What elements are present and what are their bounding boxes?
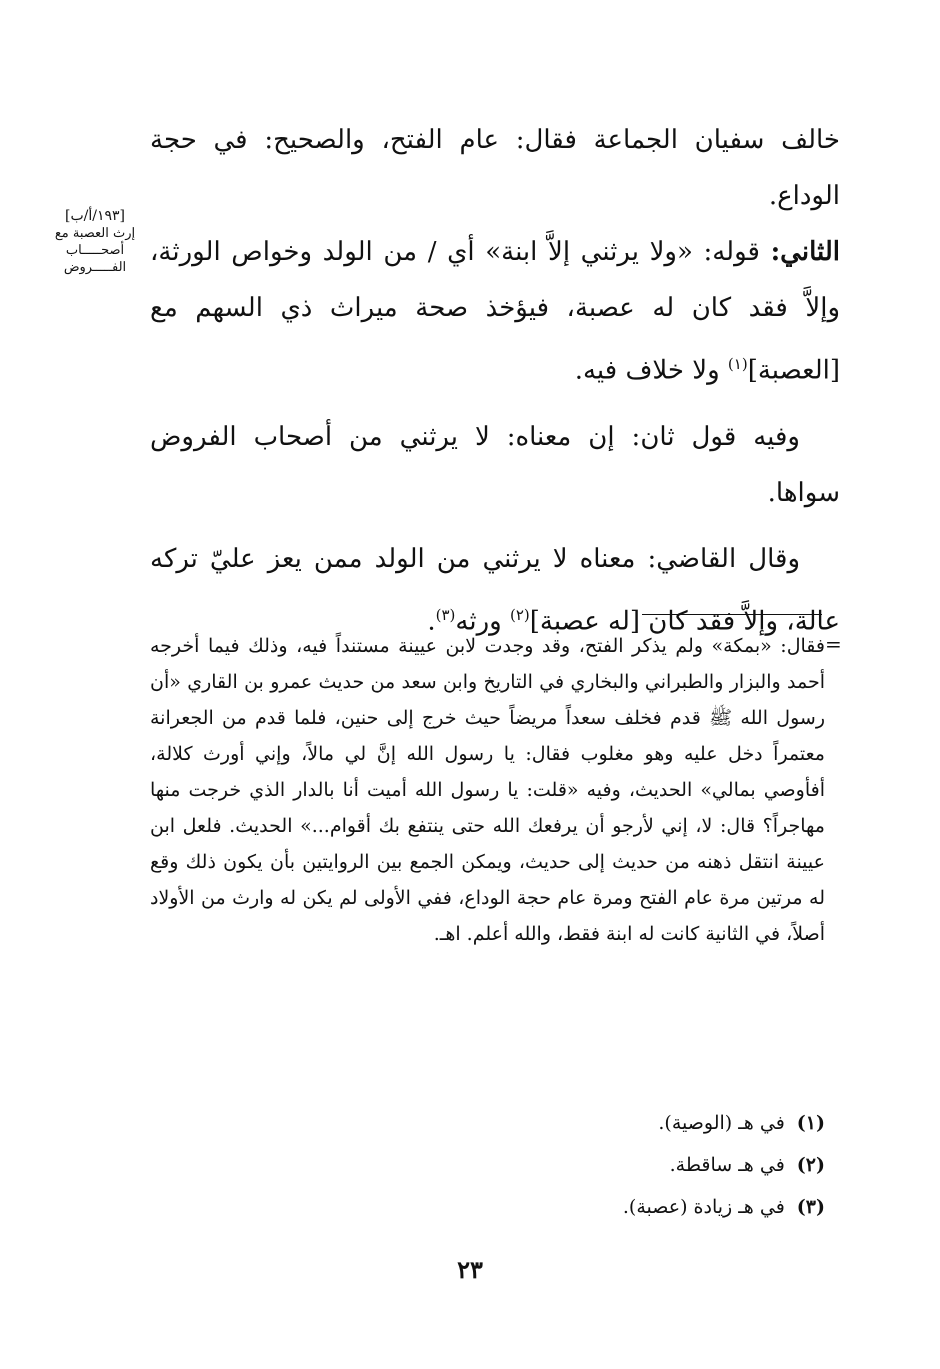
footnote-text: في هـ زيادة (عصبة). [622, 1196, 785, 1218]
footnote-number: (٢) [796, 1154, 825, 1176]
paragraph-2 [150, 224, 840, 399]
footnotes [400, 1102, 825, 1228]
main-text [150, 112, 840, 649]
margin-heading: إرث العصبة مع أصحـــــاب الفـــــروض [54, 226, 136, 275]
manuscript-folio-ref: [١٩٣/أ/ب] [64, 208, 125, 224]
footnote-number: (٣) [796, 1196, 825, 1218]
paragraph-2-tail: ولا خلاف فيه. [574, 355, 728, 386]
footnote-separator [642, 614, 822, 615]
continuation-mark: = [825, 632, 842, 656]
page-number: ٢٣ [457, 1255, 483, 1284]
paragraph-2-lead: الثاني: [770, 237, 840, 267]
paragraph-4-text-a: وقال القاضي: معناه لا يرثني من الولد ممن يعز عليّ تركه عالة، وإلاَّ فقد كان [له عصبة] [150, 543, 840, 637]
paragraph-4-text-b: ورثه [455, 606, 510, 637]
footnote-continuation-text: فقال: «بمكة» ولم يذكر الفتح، وقد وجدت لابن عيينة مستنداً فيه، وذلك فيما أخرجه أحمد والبزار والطبراني والبخاري في التاريخ وابن سعد من حديث عمرو بن القاري «أن رسول الله ﷺ قدم فخلف سعداً مريضاً حيث خرج إلى حنين، فلما قدم من الجعرانة معتمراً دخل عليه وهو مغلوب فقال: يا رسول الله إنَّ لي مالاً، وإني أورث كلالة، أفأوصي بمالي» الحديث، وفيه «قلت: يا رسول الله أميت أنا بالدار الذي خرجت منها مهاجراً؟ قال: لا، إني لأرجو أن يرفعك الله حتى ينتفع بك أقوام...» الحديث. فلعل ابن عيينة انتقل ذهنه من حديث إلى حديث، ويمكن الجمع بين الروايتين بأن يكون ذلك وقع له مرتين مرة عام الفتح ومرة عام حجة الوداع، ففي الأولى لم يكن له وارث من الأولاد أصلاً، في الثانية كانت له ابنة فقط، والله أعلم. اهـ. [150, 635, 825, 945]
margin-note [40, 208, 150, 276]
paragraph-3: وفيه قول ثان: إن معناه: لا يرثني من أصحاب الفروض سواها. [150, 421, 840, 508]
footnote-1 [400, 1102, 825, 1144]
paragraph-4-text-c: . [427, 606, 436, 637]
footnote-number: (١) [796, 1112, 825, 1134]
footnote-ref-1: (١) [727, 355, 748, 373]
paragraph-2-text: قوله: «ولا يرثني إلاَّ ابنة» أي / من الولد وخواص الورثة، وإلاَّ فقد كان له عصبة، فيؤخذ صحة ميراث ذي السهم مع [العصبة] [150, 237, 840, 386]
paragraph-1: خالف سفيان الجماعة فقال: عام الفتح، والصحيح: في حجة الوداع. [150, 125, 840, 211]
footnote-2 [400, 1144, 825, 1186]
footnote-ref-2: (٢) [509, 605, 530, 624]
footnote-text: في هـ (الوصية). [658, 1112, 785, 1134]
footnote-text: في هـ ساقطة. [669, 1154, 785, 1176]
footnote-ref-3: (٣) [435, 605, 456, 624]
footnote-3 [400, 1186, 825, 1228]
footnote-continuation [150, 628, 825, 952]
